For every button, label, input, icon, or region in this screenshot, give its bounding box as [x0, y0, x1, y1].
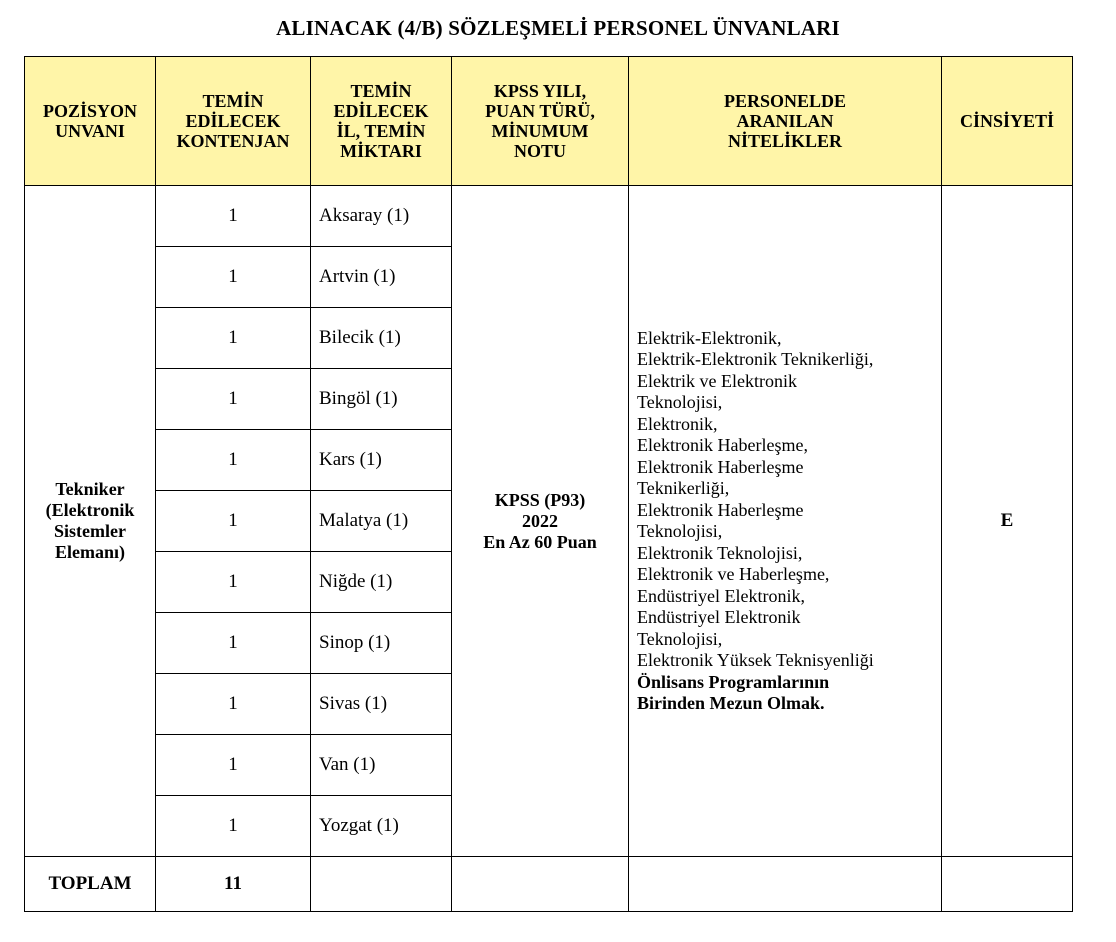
city-cell: Bilecik (1)	[311, 308, 452, 369]
requirement-line: Teknolojisi,	[637, 628, 723, 649]
col-header-requirements	[629, 57, 942, 186]
table-row	[25, 186, 1073, 247]
quota-cell: 1	[156, 674, 311, 735]
requirement-line: Elektronik Yüksek Teknisyenliği	[637, 650, 874, 670]
position-line: Sistemler	[54, 521, 126, 541]
requirement-line: Elektrik ve Elektronik	[637, 370, 797, 391]
requirement-line: Elektronik Teknolojisi,	[637, 542, 803, 563]
header-line: NİTELİKLER	[727, 131, 843, 151]
position-title	[25, 186, 156, 857]
header-line: UNVANI	[55, 121, 125, 141]
header-line: ARANILAN	[736, 111, 834, 131]
quota-cell: 1	[156, 735, 311, 796]
total-row	[25, 857, 1073, 912]
city-cell: Aksaray (1)	[311, 186, 452, 247]
city-cell: Kars (1)	[311, 430, 452, 491]
city-cell: Sivas (1)	[311, 674, 452, 735]
kpss-line: En Az 60 Puan	[483, 531, 597, 552]
quota-cell: 1	[156, 186, 311, 247]
total-value: 11	[156, 857, 311, 912]
position-line: (Elektronik	[45, 500, 135, 520]
city-cell: Artvin (1)	[311, 247, 452, 308]
requirement-line: Elektronik ve Haberleşme,	[637, 564, 830, 584]
requirement-bold-line: Önlisans Programlarının	[637, 671, 830, 692]
requirement-line: Endüstriyel Elektronik,	[637, 585, 805, 606]
empty-cell	[311, 857, 452, 912]
city-cell: Bingöl (1)	[311, 369, 452, 430]
city-cell: Niğde (1)	[311, 552, 452, 613]
header-line: İL, TEMİN	[336, 121, 426, 141]
header-line: EDİLECEK	[185, 111, 281, 131]
requirement-line: Elektronik Haberleşme	[637, 499, 804, 520]
header-row	[25, 57, 1073, 186]
col-header-kpss	[452, 57, 629, 186]
col-header-position	[25, 57, 156, 186]
position-line: Tekniker	[55, 479, 125, 499]
header-line: MİKTARI	[340, 141, 422, 161]
empty-cell	[629, 857, 942, 912]
city-cell: Yozgat (1)	[311, 796, 452, 857]
requirement-line: Elektronik,	[637, 413, 718, 434]
requirement-bold-line: Birinden Mezun Olmak.	[637, 693, 825, 713]
requirement-line: Elektrik-Elektronik,	[637, 327, 782, 348]
requirement-line: Teknikerliği,	[637, 478, 730, 498]
header-line: NOTU	[513, 141, 566, 161]
page-title: ALINACAK (4/B) SÖZLEŞMELİ PERSONEL ÜNVANLARI	[276, 16, 840, 40]
header-line: MİNUMUM	[491, 121, 589, 141]
empty-cell	[452, 857, 629, 912]
header-line: KPSS YILI,	[493, 81, 587, 101]
quota-cell: 1	[156, 430, 311, 491]
city-cell: Malatya (1)	[311, 491, 452, 552]
header-line: POZİSYON	[42, 101, 138, 121]
col-header-quota	[156, 57, 311, 186]
header-line: KONTENJAN	[176, 131, 290, 151]
total-label: TOPLAM	[25, 857, 156, 912]
position-line: Elemanı)	[55, 542, 125, 562]
kpss-requirement	[452, 186, 629, 857]
requirement-line: Endüstriyel Elektronik	[637, 607, 801, 627]
quota-cell: 1	[156, 308, 311, 369]
header-line: TEMİN	[350, 81, 412, 101]
city-cell: Van (1)	[311, 735, 452, 796]
positions-table	[24, 56, 1073, 912]
header-line: PERSONELDE	[723, 91, 847, 111]
kpss-line: 2022	[522, 510, 558, 531]
quota-cell: 1	[156, 247, 311, 308]
empty-cell	[942, 857, 1073, 912]
requirement-line: Elektronik Haberleşme,	[637, 435, 808, 455]
requirement-line: Teknolojisi,	[637, 392, 723, 412]
quota-cell: 1	[156, 369, 311, 430]
quota-cell: 1	[156, 613, 311, 674]
requirement-line: Teknolojisi,	[637, 521, 723, 541]
requirement-line: Elektrik-Elektronik Teknikerliği,	[637, 349, 874, 369]
header-line: CİNSİYETİ	[959, 111, 1055, 131]
requirements-cell	[629, 186, 942, 857]
col-header-gender	[942, 57, 1073, 186]
quota-cell: 1	[156, 552, 311, 613]
col-header-city	[311, 57, 452, 186]
quota-cell: 1	[156, 796, 311, 857]
requirement-line: Elektronik Haberleşme	[637, 456, 804, 477]
kpss-line: KPSS (P93)	[494, 489, 586, 510]
quota-cell: 1	[156, 491, 311, 552]
gender-cell: E	[942, 186, 1073, 857]
header-line: EDİLECEK	[333, 101, 429, 121]
city-cell: Sinop (1)	[311, 613, 452, 674]
header-line: TEMİN	[202, 91, 264, 111]
header-line: PUAN TÜRÜ,	[485, 101, 595, 121]
